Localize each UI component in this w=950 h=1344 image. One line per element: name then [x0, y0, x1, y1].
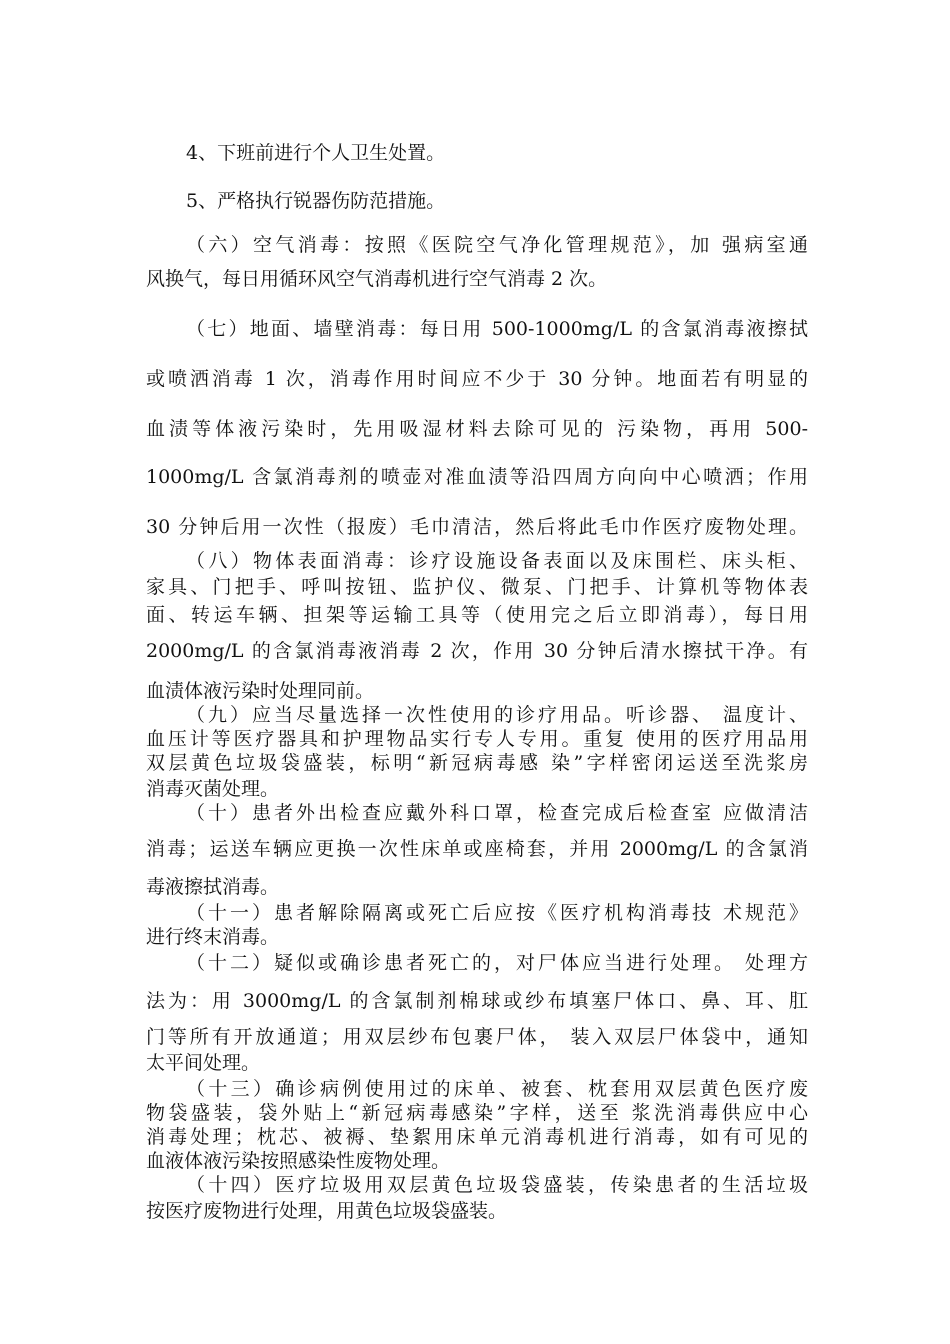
text-line: 消毒；运送车辆应更换一次性床单或座椅套，并用 2000mg/L 的含氯消 — [146, 838, 808, 860]
text-line: 4、下班前进行个人卫生处置。 — [186, 142, 446, 164]
text-line: 按医疗废物进行处理，用黄色垃圾袋盛装。 — [146, 1200, 508, 1222]
text-line: 家具、门把手、呼叫按钮、监护仪、微泵、门把手、计算机等物体表 — [146, 576, 808, 598]
text-line: （十二）疑似或确诊患者死亡的，对尸体应当进行处理。 处理方 — [186, 952, 808, 974]
text-line: 消毒处理；枕芯、被褥、垫絮用床单元消毒机进行消毒，如有可见的 — [146, 1126, 808, 1148]
text-line: （十三）确诊病例使用过的床单、被套、枕套用双层黄色医疗废 — [186, 1078, 808, 1100]
text-line: 物袋盛装，袋外贴上“新冠病毒感染”字样，送至 浆洗消毒供应中心 — [146, 1102, 808, 1124]
text-line: 太平间处理。 — [146, 1052, 261, 1074]
text-line: 或喷洒消毒 1 次，消毒作用时间应不少于 30 分钟。地面若有明显的 — [146, 368, 808, 390]
text-line: 进行终末消毒。 — [146, 926, 280, 948]
text-line: 毒液擦拭消毒。 — [146, 876, 280, 898]
text-line: 血渍等体液污染时，先用吸湿材料去除可见的 污染物，再用 500- — [146, 418, 808, 440]
text-line: （十）患者外出检查应戴外科口罩，检查完成后检查室 应做清洁 — [186, 802, 808, 824]
text-line: 消毒灭菌处理。 — [146, 778, 280, 800]
text-line: （八）物体表面消毒：诊疗设施设备表面以及床围栏、床头柜、 — [186, 550, 808, 572]
text-line: 30 分钟后用一次性（报废）毛巾清洁，然后将此毛巾作医疗废物处理。 — [146, 516, 808, 538]
text-line: （七）地面、墙壁消毒：每日用 500-1000mg/L 的含氯消毒液擦拭 — [186, 318, 808, 340]
text-line: 法为：用 3000mg/L 的含氯制剂棉球或纱布填塞尸体口、鼻、耳、肛 — [146, 990, 808, 1012]
text-line: （六）空气消毒：按照《医院空气净化管理规范》，加 强病室通 — [186, 234, 808, 256]
text-line: 血液体液污染按照感染性废物处理。 — [146, 1150, 451, 1172]
text-line: （十四）医疗垃圾用双层黄色垃圾袋盛装，传染患者的生活垃圾 — [186, 1174, 808, 1196]
text-line: （九）应当尽量选择一次性使用的诊疗用品。听诊器、 温度计、 — [186, 704, 808, 726]
text-line: 5、严格执行锐器伤防范措施。 — [186, 190, 446, 212]
text-line: 风换气，每日用循环风空气消毒机进行空气消毒 2 次。 — [146, 268, 608, 290]
text-line: 血压计等医疗器具和护理物品实行专人专用。重复 使用的医疗用品用 — [146, 728, 808, 750]
text-line: 2000mg/L 的含氯消毒液消毒 2 次，作用 30 分钟后清水擦拭干净。有 — [146, 640, 808, 662]
text-line: 1000mg/L 含氯消毒剂的喷壶对准血渍等沿四周方向向中心喷洒；作用 — [146, 466, 808, 488]
text-line: 门等所有开放通道；用双层纱布包裹尸体， 装入双层尸体袋中，通知 — [146, 1026, 808, 1048]
text-line: 双层黄色垃圾袋盛装，标明“新冠病毒感 染”字样密闭运送至洗浆房 — [146, 752, 808, 774]
text-line: （十一）患者解除隔离或死亡后应按《医疗机构消毒技 术规范》 — [186, 902, 808, 924]
text-line: 血渍体液污染时处理同前。 — [146, 680, 375, 702]
text-line: 面、转运车辆、担架等运输工具等（使用完之后立即消毒），每日用 — [146, 604, 808, 626]
